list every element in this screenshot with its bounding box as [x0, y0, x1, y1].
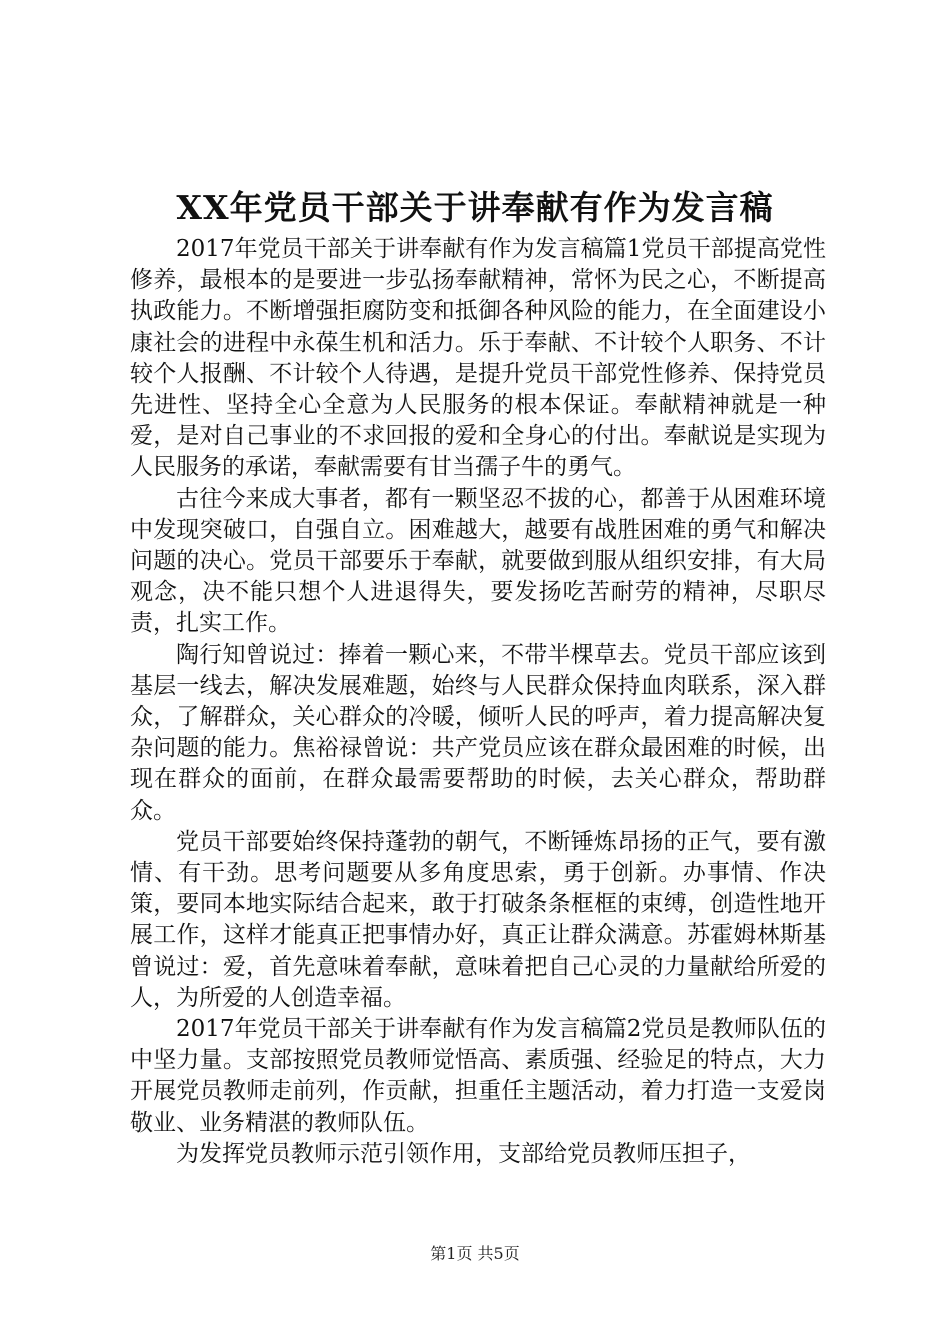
- paragraph-5: 2017年党员干部关于讲奉献有作为发言稿篇2党员是教师队伍的中坚力量。支部按照党员教师觉悟高、素质强、经验足的特点，大力开展党员教师走前列，作贡献，担重任主题活动，着力打造一支爱岗敬业、业务精湛的教师队伍。: [130, 1016, 826, 1136]
- paragraph-3: 陶行知曾说过：捧着一颗心来，不带半棵草去。党员干部应该到基层一线去，解决发展难题，始终与人民群众保持血肉联系，深入群众，了解群众，关心群众的冷暖，倾听人民的呼声，着力提高解决复杂问题的能力。焦裕禄曾说：共产党员应该在群众最困难的时候，出现在群众的面前，在群众最需要帮助的时候，去关心群众，帮助群众。: [130, 641, 826, 824]
- page-number-footer: 第1页 共5页: [430, 1244, 520, 1263]
- paragraph-4: 党员干部要始终保持蓬勃的朝气，不断锤炼昂扬的正气，要有激情、有干劲。思考问题要从多角度思索，勇于创新。办事情、作决策，要同本地实际结合起来，敢于打破条条框框的束缚，创造性地开展工作，这样才能真正把事情办好，真正让群众满意。苏霍姆林斯基曾说过：爱，首先意味着奉献，意味着把自己心灵的力量献给所爱的人，为所爱的人创造幸福。: [130, 828, 826, 1011]
- paragraph-1: 2017年党员干部关于讲奉献有作为发言稿篇1党员干部提高党性修养，最根本的是要进一步弘扬奉献精神，常怀为民之心，不断提高执政能力。不断增强拒腐防变和抵御各种风险的能力，在全面建设小康社会的进程中永葆生机和活力。乐于奉献、不计较个人职务、不计较个人报酬、不计较个人待遇，是提升党员干部党性修养、保持党员先进性、坚持全心全意为人民服务的根本保证。奉献精神就是一种爱，是对自己事业的不求回报的爱和全身心的付出。奉献说是实现为人民服务的承诺，奉献需要有甘当孺子牛的勇气。: [130, 236, 826, 481]
- paragraph-6: 为发挥党员教师示范引领作用，支部给党员教师压担子，: [176, 1140, 751, 1167]
- document-title: XX年党员干部关于讲奉献有作为发言稿: [176, 188, 774, 227]
- paragraph-2: 古往今来成大事者，都有一颗坚忍不拔的心，都善于从困难环境中发现突破口，自强自立。困难越大，越要有战胜困难的勇气和解决问题的决心。党员干部要乐于奉献，就要做到服从组织安排，有大局观念，决不能只想个人进退得失，要发扬吃苦耐劳的精神，尽职尽责，扎实工作。: [130, 485, 826, 637]
- document-body: [130, 234, 826, 1170]
